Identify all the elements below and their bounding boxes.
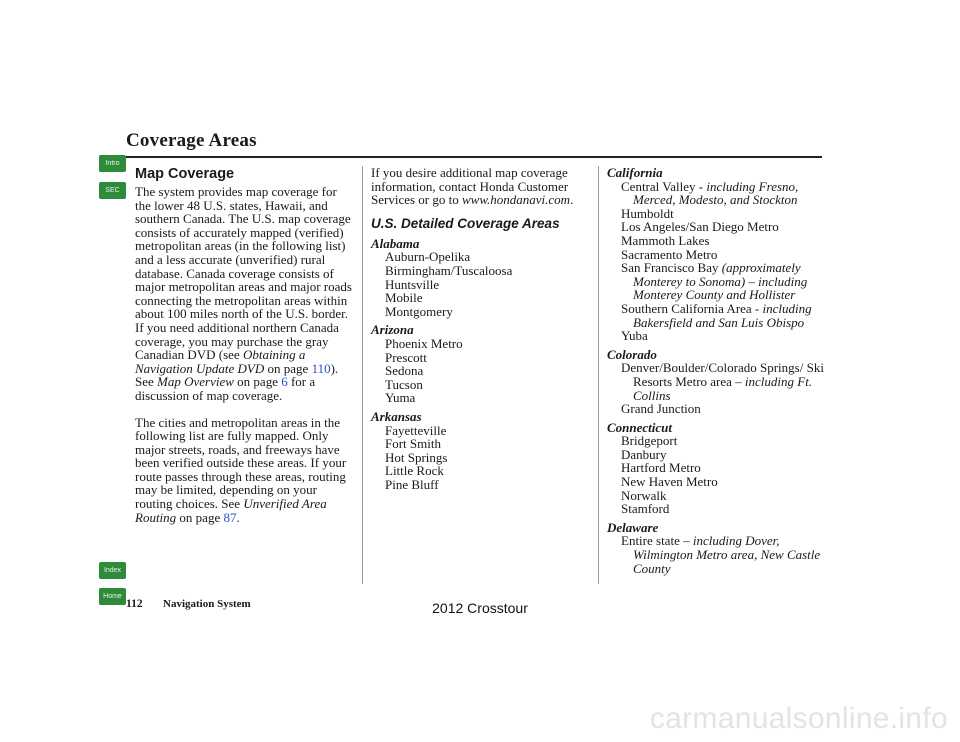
column-divider	[362, 166, 363, 584]
city-item: Pine Bluff	[385, 476, 439, 492]
reference-title: Map Overview	[157, 374, 234, 390]
city-item: Montgomery	[385, 303, 453, 319]
title-divider	[126, 156, 822, 158]
page-link-87[interactable]: 87	[223, 509, 237, 525]
state-delaware: Delaware	[607, 519, 659, 535]
paragraph-text: on page	[264, 360, 312, 376]
column-map-coverage	[135, 166, 353, 537]
city-item: Auburn-Opelika	[385, 249, 471, 265]
paragraph-text: .	[570, 192, 574, 208]
city-note: including Dover, Wilmington Metro area, New Castle County	[633, 533, 821, 576]
column-detailed-areas	[371, 166, 596, 491]
paragraph-text: The cities and metropolitan areas in the following list are fully mapped. Only major streets, roads, and freeways have been verified outside these areas. If your route passes through these areas, routing may be limited, depending on your routing choices. See	[135, 414, 347, 512]
state-arkansas: Arkansas	[371, 408, 422, 424]
city-item	[607, 361, 827, 402]
city-item	[607, 302, 827, 329]
contact-paragraph	[371, 166, 596, 207]
city-item: Prescott	[385, 349, 427, 365]
home-tab[interactable]: Home	[99, 588, 126, 605]
city-name: Central Valley -	[621, 178, 707, 194]
sec-tab[interactable]: SEC	[99, 182, 126, 199]
city-name: San Francisco Bay	[621, 260, 722, 276]
page-link-110[interactable]: 110	[311, 360, 331, 376]
city-item: Sedona	[385, 363, 424, 379]
city-item: Los Angeles/San Diego Metro	[621, 219, 779, 235]
state-colorado: Colorado	[607, 346, 657, 362]
city-item: Sacramento Metro	[621, 246, 718, 262]
footer-section-name: Navigation System	[163, 598, 251, 610]
reference-title: Obtaining a Navigation Update DVD	[135, 347, 306, 376]
state-california: California	[607, 165, 663, 180]
state-alabama: Alabama	[371, 235, 420, 251]
page-link-6[interactable]: 6	[281, 374, 288, 390]
state-connecticut: Connecticut	[607, 419, 673, 435]
city-item: Grand Junction	[621, 401, 701, 417]
section-heading: Map Coverage	[135, 166, 235, 182]
city-item: Danbury	[621, 446, 667, 462]
reference-title: Unverified Area Routing	[135, 496, 327, 525]
routing-paragraph	[135, 416, 353, 525]
city-item: Humboldt	[621, 205, 674, 221]
index-tab[interactable]: Index	[99, 562, 126, 579]
website-url: www.hondanavi.com	[461, 192, 571, 208]
page-number: 112	[126, 598, 143, 610]
city-item: Birmingham/Tuscaloosa	[385, 262, 513, 278]
page-title: Coverage Areas	[126, 130, 257, 151]
city-item: Phoenix Metro	[385, 335, 463, 351]
city-item: Hot Springs	[385, 449, 448, 465]
subsection-heading: U.S. Detailed Coverage Areas	[371, 215, 560, 231]
site-watermark: carmanualsonline.info	[649, 702, 948, 735]
paragraph-text: on page	[176, 509, 224, 525]
coverage-paragraph	[135, 185, 353, 403]
city-item: Yuba	[621, 328, 648, 344]
city-name: Entire state –	[621, 533, 693, 549]
paragraph-text: The system provides map coverage for the lower 48 U.S. states, Hawaii, and southern Canada. The U.S. map coverage consists of accurately mapped (verified) metropolitan areas (in the following list) and a less accurate (unverified) rural database. Canada coverage consists of major metropolitan areas and major roads connecting the metropolitan areas within about 100 miles north of the U.S. border. If you need additional northern Canada coverage, you may purchase the gray Canadian DVD (see	[135, 184, 352, 363]
city-item: Yuma	[385, 390, 416, 406]
city-item	[607, 261, 827, 302]
paragraph-text: If you desire additional map coverage information, contact Honda Customer Services or go to	[371, 165, 569, 208]
city-item: Huntsville	[385, 276, 440, 292]
city-note: including Fresno, Merced, Modesto, and Stockton	[633, 178, 799, 208]
paragraph-text: ). See	[135, 360, 339, 390]
city-item	[607, 180, 827, 207]
city-item: New Haven Metro	[621, 474, 718, 490]
city-note: including Ft. Collins	[633, 373, 813, 403]
column-divider	[598, 166, 599, 584]
paragraph-text: on page	[233, 374, 282, 390]
city-name: Southern California Area -	[621, 300, 763, 316]
city-note: (approximately Monterey to Sonoma) – including Monterey County and Hollister	[633, 260, 808, 303]
city-item: Tucson	[385, 376, 423, 392]
city-item: Hartford Metro	[621, 460, 701, 476]
city-item: Bridgeport	[621, 433, 678, 449]
city-item: Mobile	[385, 290, 423, 306]
paragraph-text: .	[236, 509, 240, 525]
city-item	[607, 534, 827, 575]
column-states-continued	[607, 166, 827, 575]
city-name: Denver/Boulder/Colorado Springs/ Ski Resorts Metro area –	[621, 360, 824, 389]
city-item: Mammoth Lakes	[621, 232, 710, 248]
city-item: Little Rock	[385, 463, 444, 479]
intro-tab[interactable]: Intro	[99, 155, 126, 172]
paragraph-text: for a discussion of map coverage.	[135, 374, 316, 403]
state-arizona: Arizona	[371, 322, 414, 338]
city-note: including Bakersfield and San Luis Obispo	[633, 300, 812, 330]
city-item: Stamford	[621, 501, 670, 517]
model-watermark: 2012 Crosstour	[432, 600, 528, 616]
city-item: Fayetteville	[385, 422, 447, 438]
city-item: Fort Smith	[385, 436, 441, 452]
city-item: Norwalk	[621, 487, 667, 503]
